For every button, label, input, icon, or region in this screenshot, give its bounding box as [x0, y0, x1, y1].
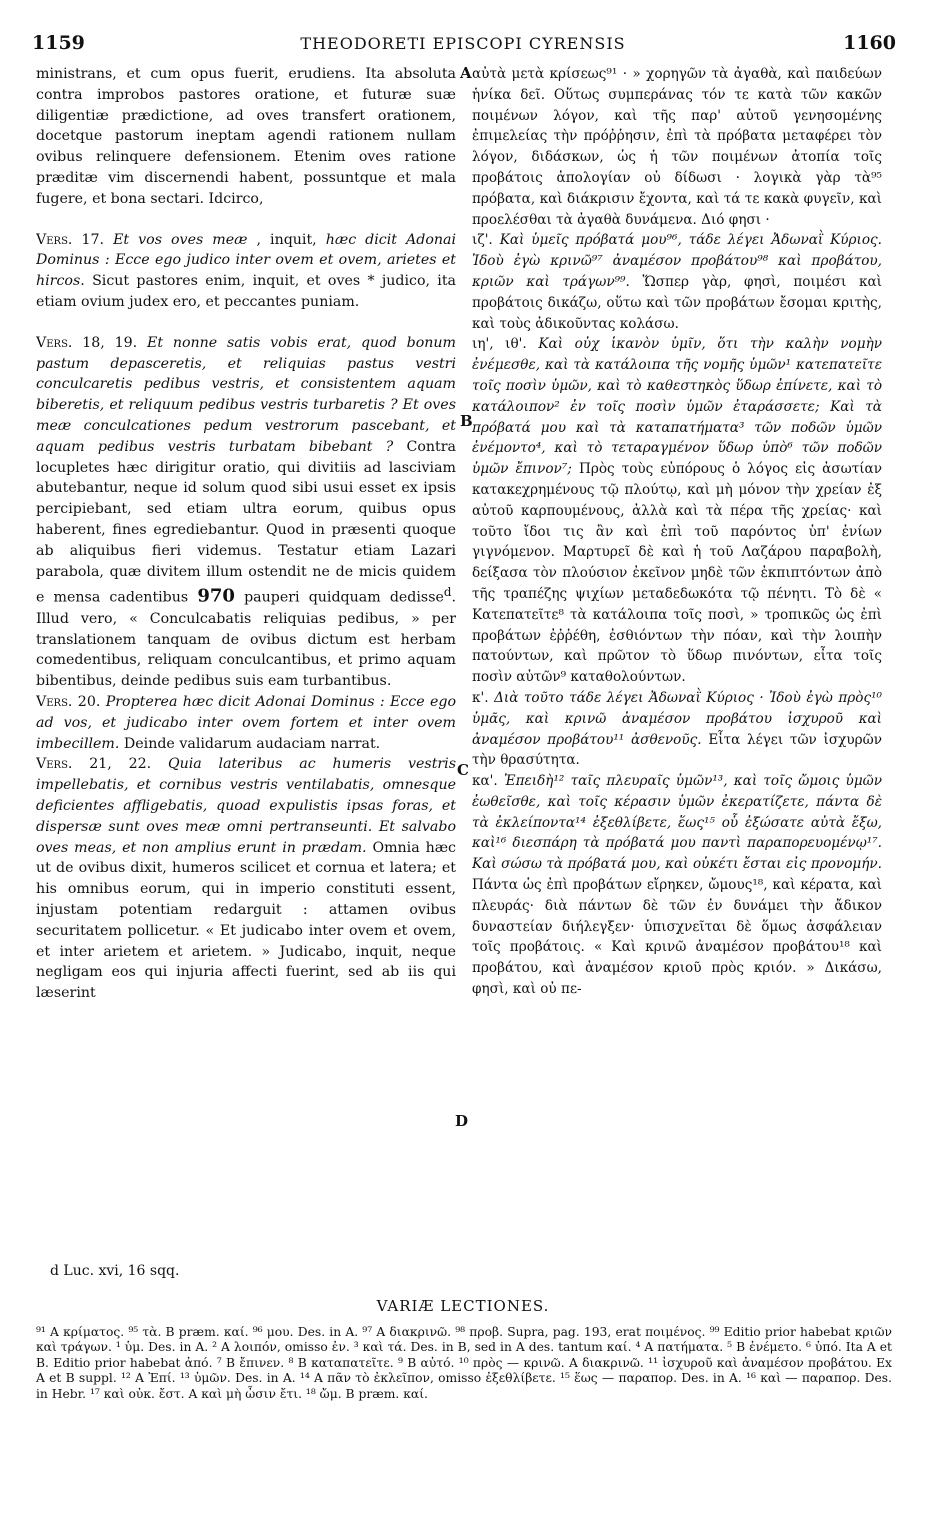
verse-label: κα'. [472, 773, 498, 790]
commentary-text: Πρὸς τοὺς εὐπόρους ὁ λόγος εἰς ἀσωτίαν κατακεχρημένους τῷ πλούτῳ, καὶ μὴ μόνον τὴν χρείαν ἐξ αὐτοῦ καρπουμένους, ἀλλὰ καὶ τὰ πέρα τῆς χρείας· καὶ τοῦτο ἴδοι τις ἂν καὶ ἐπὶ τοῦ παρόντος ὑπ' ἐνίων γιγνόμενον. Μαρτυρεῖ δὲ καὶ ἡ τοῦ Λαζάρου παραβολὴ, δείξασα τὸν πλούσιον ἐκεῖνον μηδὲ τῶν ἐκπιπτόντων ἀπὸ τῆς τραπέζης ψιχίων μεταδεδωκότα τῷ πένητι. Τὸ δὲ « Κατεπατεῖτε⁸ τὰ κατάλοιπα τοῖς ποσὶ, » τροπικῶς ὡς ἐπὶ προβάτων ἐῤῥέθη, ἐσθιόντων τὴν πόαν, καὶ τὴν λοιπὴν πατούντων, καὶ πρῶτον τὸ ὕδωρ πινόντων, εἶτα τοῖς ποσὶν αὐτῶν⁹ καταθολούντων. [472, 461, 882, 686]
margin-mark-b: B [460, 412, 473, 430]
verse-label: Vers. 18, 19. [36, 334, 138, 351]
scripture-quote: Propterea hæc dicit Adonai Dominus : Ecce ego ad vos, et judicabo inter ovem fortem et inter ovem imbecillem. [36, 694, 456, 752]
scripture-quote: Καὶ ὑμεῖς πρόβατά μου⁹⁶, τάδε λέγει Ἀδωναῒ Κύριος. Ἰδοὺ ἐγὼ κρινῶ⁹⁷ ἀναμέσον προβάτου⁹⁸ καὶ προβάτου, κριῶν καὶ τράγων⁹⁹. [472, 232, 882, 290]
footnote: d Luc. xvi, 16 sqq. [50, 1263, 180, 1279]
variae-lectiones [36, 1325, 892, 1402]
commentary-text: Εἶτα λέγει τῶν ἰσχυρῶν τὴν θρασύτητα. [472, 731, 882, 769]
scripture-quote: Et nonne satis vobis erat, quod bonum pastum depasceretis, et reliquias pastus vestri conculcaretis pedibus vestris, et consistentem aquam biberetis, et reliquum pedibus vestris turbaretis ? Et oves meæ conculcationes pedum vestrorum pascebant, et aquam pedibus vestris turbatam bibebant ? [36, 334, 456, 455]
variae-lectiones-heading: VARIÆ LECTIONES. [376, 1297, 550, 1315]
verse-label: Vers. 21, 22. [36, 756, 152, 773]
latin-intro-paragraph: ministrans, et cum opus fuerit, erudiens. Ita absoluta contra improbos pastores oratione, et futuræ suæ diligentiæ prædictione, ad oves transfert orationem, docetque pastorum ineptam agendi rationem nullam ovibus relinquere defensionem. Etenim oves ratione præditæ vim discernendi habent, possuntque et mala fugere, et bona sectari. Idcirco, [36, 66, 456, 207]
margin-mark-c: C [457, 761, 469, 779]
commentary-text: Deinde validarum audaciam narrat. [123, 735, 381, 752]
verse-label: ιζ'. [472, 232, 493, 249]
greek-verse-18-19 [472, 334, 882, 688]
margin-mark-a: A [460, 64, 472, 82]
page-number-right: 1160 [843, 32, 896, 54]
scripture-quote: Quia lateribus ac humeris vestris impellebatis, et cornibus vestris ventilabatis, omnesque deficientes affligebatis, quoad expulistis ipsas foras, et dispersæ sunt oves meæ omni pertranseunti. Et salvabo oves meas, et non amplius erunt in prædam. [36, 756, 456, 856]
column-number: 970 [197, 586, 235, 608]
scripture-quote: Διὰ τοῦτο τάδε λέγει Ἀδωναῒ Κύριος · Ἰδοὺ ἐγὼ πρὸς¹⁰ ὑμᾶς, καὶ κρινῶ ἀναμέσον προβάτου ἰσχυροῦ καὶ ἀναμέσον προβάτου¹¹ ἀσθενοῦς. [472, 689, 882, 748]
commentary-text: Omnia hæc ut de ovibus dixit, humeros scilicet et cornua et latera; et his omnibus eorum, qui in imperio constituti essent, injustam potentiam redarguit : attamen ovibus securitatem pollicetur. « Et judicabo inter ovem et ovem, et inter arietem et arietem. » Judicabo, inquit, neque negligam eos qui injuria affecti fuerint, sed ab iis qui læserint [36, 839, 456, 1002]
latin-verse-20 [36, 692, 456, 754]
commentary-text: Sicut pastores enim, inquit, et oves * judico, ita etiam ovium judex ero, et peccantes puniam. [36, 273, 456, 310]
commentary-text: Ὥσπερ γὰρ, φησὶ, ποιμέσι καὶ προβάτοις δικάζω, οὕτω καὶ τῶν προβάτων ἔσομαι κριτὴς, καὶ τοὺς ἀδικοῦντας κολάσω. [472, 273, 882, 332]
footnote-reference: d [443, 585, 452, 600]
commentary-text: , inquit, [256, 231, 317, 248]
greek-intro-paragraph: αὐτὰ μετὰ κρίσεως⁹¹ · » χορηγῶν τὰ ἀγαθὰ, καὶ παιδεύων ἡνίκα δεῖ. Οὕτως συμπεράνας τόν τε κατὰ τῶν κακῶν ποιμένων λόγον, καὶ τῆς παρ' αὐτοῦ γενησομένης ἐπιμελείας τὴν πρόῤῥησιν, ἐπὶ τὰ πρόβατα μεταφέρει τὸν λόγον, διδάσκων, ὡς ἡ τῶν ποιμένων ἀτοπία τοῖς προβάτοις ἀπολογίαν οὐ δίδωσι · λογικὰ γὰρ τὰ⁹⁵ πρόβατα, καὶ διάκρισιν ἔχοντα, καὶ τά τε κακὰ φυγεῖν, καὶ προελέσθαι τὰ ἀγαθὰ δυνάμενα. Διό φησι · [472, 66, 882, 228]
latin-column [36, 64, 456, 1259]
scripture-quote: hæc dicit Adonai Dominus : Ecce ego judico inter ovem et ovem, arietes et hircos. [36, 231, 456, 290]
commentary-text: pauperi quidquam dedisse [244, 590, 444, 607]
variant-readings-text: ⁹¹ A κρίματος. ⁹⁵ τὰ. B præm. καί. ⁹⁶ μου. Des. in A. ⁹⁷ A διακρινῶ. ⁹⁸ προβ. Supra, pag. 193, erat ποιμένος. ⁹⁹ Editio prior habebat κριῶν καὶ τράγων. ¹ ὑμ. Des. in A. ² A λοιπόν, omisso ἐν. ³ καὶ τά. Des. in B, sed in A des. tantum καί. ⁴ A πατήματα. ⁵ B ἐνέμετο. ⁶ ὑπό. Ita A et B. Editio prior habebat ἀπό. ⁷ B ἔπινεν. ⁸ B καταπατεῖτε. ⁹ B αὐτό. ¹⁰ πρὸς — κρινῶ. A διακρινῶ. ¹¹ ἰσχυροῦ καὶ ἀναμέσον προβάτου. Ex A et B suppl. ¹² A Ἐπί. ¹³ ὑμῶν. Des. in A. ¹⁴ A πᾶν τὸ ἐκλεῖπον, omisso ἐξεθλίβετε. ¹⁵ ἕως — παραπορ. Des. in A. ¹⁶ καὶ — παραπορ. Des. in Hebr. ¹⁷ καὶ οὐκ. ἔστ. A καὶ μὴ ὦσιν ἔτι. ¹⁸ ὤμ. B præm. καί. [36, 1325, 892, 1401]
page-header [0, 32, 926, 62]
scripture-quote: Ἐπειδὴ¹² ταῖς πλευραῖς ὑμῶν¹³, καὶ τοῖς ὤμοις ὑμῶν ἐωθεῖσθε, καὶ τοῖς κέρασιν ὑμῶν ἐκερατίζετε, πάντα δὲ τὰ ἐκλείποντα¹⁴ ἐξεθλίβετε, ἕως¹⁵ οὗ ἐξώσατε αὐτὰ ἔξω, καὶ¹⁶ διεσπάρη τὰ πρόβατά μου παντὶ παραπορευομένῳ¹⁷. Καὶ σώσω τὰ πρόβατά μου, καὶ οὐκέτι ἔσται εἰς προνομήν. [472, 773, 882, 873]
verse-label: κ'. [472, 689, 489, 706]
greek-verse-21-22 [472, 771, 882, 1000]
running-title: THEODORETI EPISCOPI CYRENSIS [300, 34, 626, 53]
page-number-left: 1159 [32, 32, 85, 54]
verse-label: Vers. 17. [36, 231, 105, 248]
greek-verse-20 [472, 688, 882, 771]
scripture-quote: Et vos oves meæ [113, 231, 248, 248]
greek-column [472, 64, 882, 1259]
verse-label: Vers. 20. [36, 694, 101, 711]
commentary-text: Πάντα ὡς ἐπὶ προβάτων εἴρηκεν, ὤμους¹⁸, καὶ κέρατα, καὶ πλευράς· διὰ πάντων δὲ τῶν ἐν δυνάμει τὴν ἄδικον δυναστείαν διήλεγξεν· ὑπισχνεῖται δὲ ὅμως ἀσφάλειαν τοῖς προβάτοις. « Καὶ κρινῶ ἀναμέσον προβάτου¹⁸ καὶ προβάτου, καὶ ἀναμέσον κριοῦ πρὸς κριόν. » Δικάσω, φησὶ, καὶ οὐ πε- [472, 877, 882, 998]
latin-verse-17 [36, 230, 456, 313]
commentary-text: Contra locupletes hæc dirigitur oratio, qui divitiis ad lasciviam abutebantur, neque id solum quod sibi usui esset ex ipsis percipiebant, sed etiam ultra eorum, quibus opus haberent, fines egrediebantur. Quod in præsenti quoque ab aliquibus fieri videmus. Testatur etiam Lazari parabola, quæ divitem illum ostendit ne de micis quidem e mensa cadentibus [36, 438, 456, 607]
greek-verse-17 [472, 230, 882, 334]
verse-label: ιη', ιθ'. [472, 336, 527, 353]
scripture-quote: Καὶ οὐχ ἱκανὸν ὑμῖν, ὅτι τὴν καλὴν νομὴν ἐνέμεσθε, καὶ τὰ κατάλοιπα τῆς νομῆς ὑμῶν¹ κατεπατεῖτε τοῖς ποσὶν ὑμῶν, καὶ τὸ καθεστηκὸς ὕδωρ ἐπίνετε, καὶ τὸ κατάλοιπον² ἐν τοῖς ποσὶν ὑμῶν ἐταράσσετε; Καὶ τὰ πρόβατά μου καὶ τὰ καταπατήματα³ τῶν ποδῶν ὑμῶν ἐνέμοντο⁴, καὶ τὸ τεταραγμένον ὕδωρ ὑπὸ⁶ τῶν ποδῶν ὑμῶν ἔπινον⁷; [472, 336, 882, 478]
latin-verse-21-22 [36, 754, 456, 1004]
margin-mark-d: D [455, 1112, 469, 1130]
commentary-text: . Illud vero, « Conculcabatis reliquias pedibus, » per translationem tanquam de ovibus dictum est herbam comedentibus, reliquam conculcantibus, et primo aquam bibentibus, deinde pedibus suis eam turbantibus. [36, 590, 456, 690]
latin-verse-18-19 [36, 333, 456, 692]
